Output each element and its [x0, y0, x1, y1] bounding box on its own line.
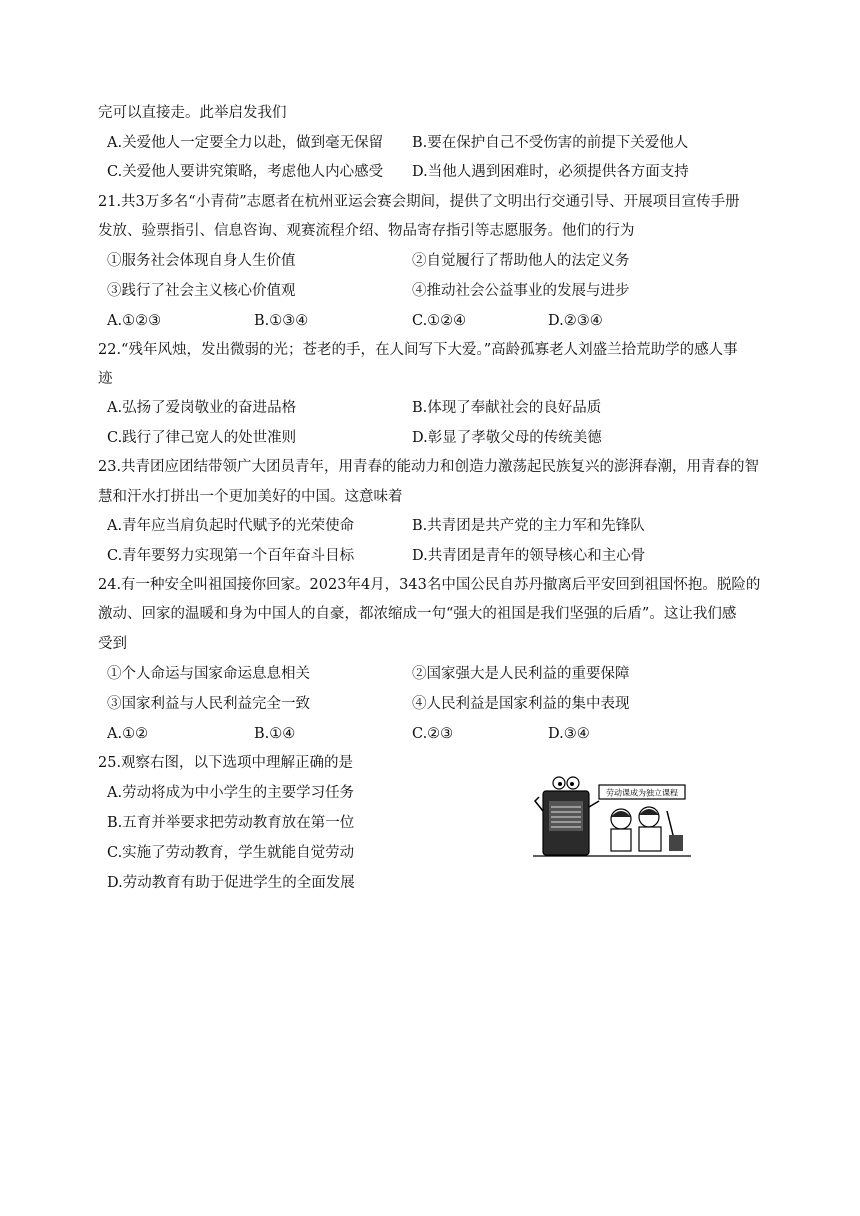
q21-stem-line-1: 21.共3万多名“小青荷”志愿者在杭州亚运会赛会期间，提供了文明出行交通引导、开展项目宣传手册 [98, 194, 740, 210]
q22-option-a: A.弘扬了爱岗敬业的奋进品格 [107, 400, 297, 416]
q23-option-a: A.青年应当肩负起时代赋予的光荣使命 [107, 518, 355, 534]
q24-stem-line-1: 24.有一种安全叫祖国接你回家。2023年4月，343名中国公民自苏丹撤离后平安回到祖国怀抱。脱险的 [98, 577, 761, 593]
q20-option-a: A.关爱他人一定要全力以赴，做到毫无保留 [107, 135, 384, 151]
q22-option-b: B.体现了奉献社会的良好品质 [412, 400, 602, 416]
q21-statement-3: ③践行了社会主义核心价值观 [107, 283, 296, 299]
q22-option-c: C.践行了律己宽人的处世准则 [107, 430, 297, 446]
q23-option-b: B.共青团是共产党的主力军和先锋队 [412, 518, 645, 534]
q20-option-b: B.要在保护自己不受伤害的前提下关爱他人 [412, 135, 689, 151]
q24-statement-2: ②国家强大是人民利益的重要保障 [412, 666, 630, 682]
q25-option-d: D.劳动教育有助于促进学生的全面发展 [107, 875, 355, 891]
q23-option-d: D.共青团是青年的领导核心和主心骨 [412, 548, 646, 564]
q24-stem-line-2: 激动、回家的温暖和身为中国人的自豪，都浓缩成一句“强大的祖国是我们坚强的后盾”。这让我们感 [98, 606, 737, 622]
q24-stem-line-3: 受到 [98, 636, 127, 652]
q21-statement-2: ②自觉履行了帮助他人的法定义务 [412, 253, 630, 269]
q23-option-c: C.青年要努力实现第一个百年奋斗目标 [107, 548, 355, 564]
q24-option-b: B.①④ [254, 726, 296, 742]
q21-stem-line-2: 发放、验票指引、信息咨询、观赛流程介绍、物品寄存指引等志愿服务。他们的行为 [98, 223, 635, 239]
q20-option-c: C.关爱他人要讲究策略，考虑他人内心感受 [107, 164, 384, 180]
q21-option-d: D.②③④ [548, 313, 603, 329]
cartoon-illustration [533, 771, 691, 861]
q22-option-d: D.彰显了孝敬父母的传统美德 [412, 430, 602, 446]
q21-option-a: A.①②③ [107, 313, 162, 329]
banner-text: 劳动课成为独立课程 [606, 788, 678, 798]
q24-statement-4: ④人民利益是国家利益的集中表现 [412, 696, 630, 712]
q25-option-c: C.实施了劳动教育，学生就能自觉劳动 [107, 845, 355, 861]
q23-stem-line-2: 慧和汗水打拼出一个更加美好的中国。这意味着 [98, 489, 403, 505]
q21-statement-4: ④推动社会公益事业的发展与进步 [412, 283, 630, 299]
q20-option-d: D.当他人遇到困难时，必须提供各方面支持 [412, 164, 689, 180]
q23-stem-line-1: 23.共青团应团结带领广大团员青年，用青春的能动力和创造力激荡起民族复兴的澎湃春潮，用青春的智 [98, 459, 760, 475]
q20-stem-tail: 完可以直接走。此举启发我们 [98, 105, 287, 121]
q24-option-c: C.②③ [412, 726, 454, 742]
q22-stem-line-1: 22.“残年风烛，发出微弱的光；苍老的手，在人间写下大爱。”高龄孤寡老人刘盛兰拾荒助学的感人事 [98, 342, 738, 358]
q25-option-a: A.劳动将成为中小学生的主要学习任务 [107, 785, 355, 801]
q24-statement-1: ①个人命运与国家命运息息相关 [107, 666, 310, 682]
q22-stem-line-2: 迹 [98, 371, 113, 387]
q24-option-d: D.③④ [548, 726, 590, 742]
q21-option-c: C.①②④ [412, 313, 467, 329]
q24-statement-3: ③国家利益与人民利益完全一致 [107, 696, 310, 712]
q25-option-b: B.五育并举要求把劳动教育放在第一位 [107, 815, 355, 831]
q24-option-a: A.①② [107, 726, 149, 742]
q21-option-b: B.①③④ [254, 313, 309, 329]
q25-stem: 25.观察右图，以下选项中理解正确的是 [98, 755, 354, 771]
q21-statement-1: ①服务社会体现自身人生价值 [107, 253, 296, 269]
